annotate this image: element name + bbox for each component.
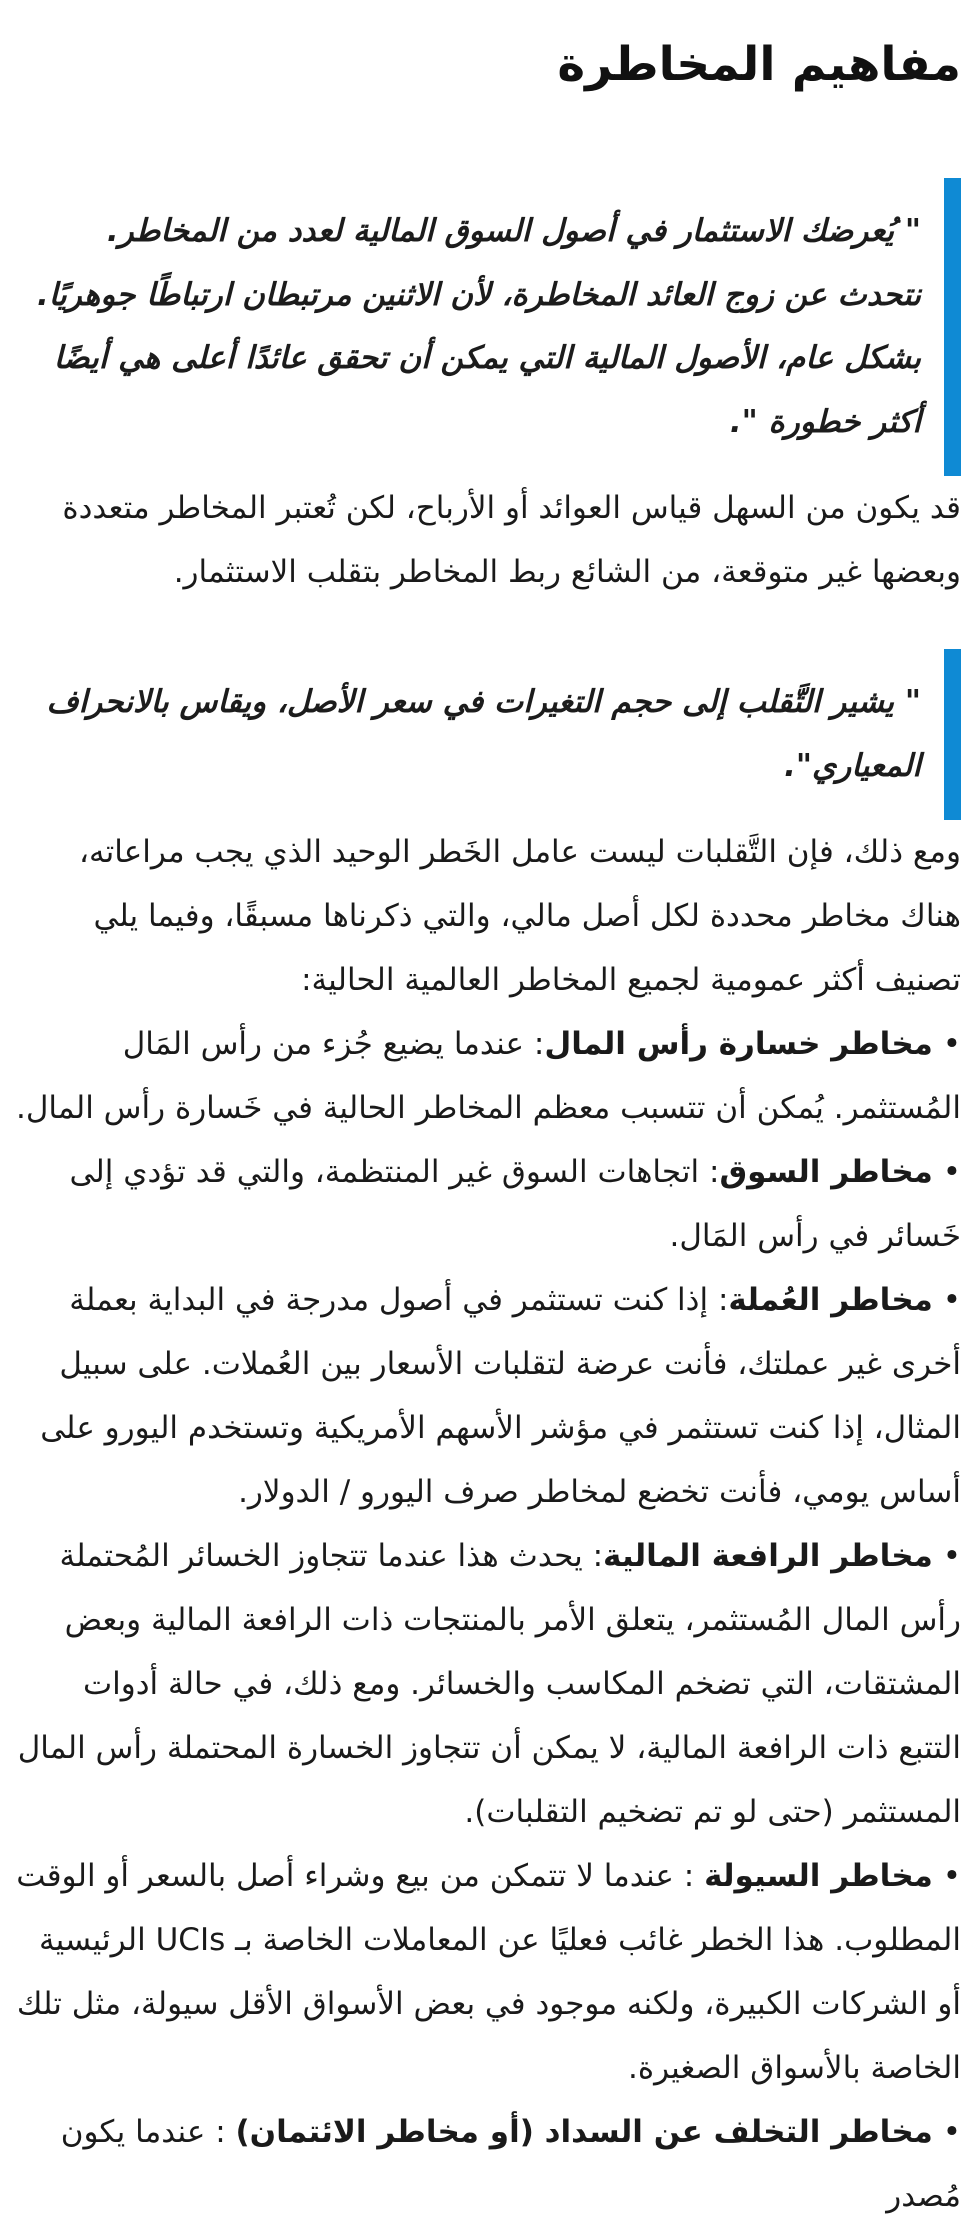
page-title: مفاهيم المخاطرة bbox=[557, 37, 961, 92]
list-item: • مخاطر السيولة : عندما لا تتمكن من بيع وشراء أصل بالسعر أو الوقت المطلوب. هذا الخطر غائب فعليًا عن المعاملات الخاصة بـ UCIs الرئيسية أو الشركات الكبيرة، ولكنه موجود في بعض الأسواق الأقل سيولة، مثل تلك الخاصة بالأسواق الصغيرة. bbox=[16, 1858, 961, 2086]
risk-term: مخاطر العُملة bbox=[728, 1282, 933, 1318]
risk-description: يحدث هذا عندما تتجاوز الخسائر المُحتملة رأس المال المُستثمر، يتعلق الأمر بالمنتجات ذات الرافعة المالية وبعض المشتقات، التي تضخم المكاسب والخسائر. ومع ذلك، في حالة أدوات التتبع ذات الرافعة المالية، لا يمكن أن تتجاوز الخسارة المحتملة رأس المال المستثمر (حتى لو تم تضخيم التقلبات). bbox=[17, 1538, 961, 1830]
quote-block bbox=[14, 178, 961, 476]
paragraph: ومع ذلك، فإن التَّقلبات ليست عامل الخَطر الوحيد الذي يجب مراعاته، هناك مخاطر محددة لكل أصل مالي، والتي ذكرناها مسبقًا، وفيما يلي تصنيف أكثر عمومية لجميع المخاطر العالمية الحالية: bbox=[79, 834, 961, 998]
risk-description: عندما لا تتمكن من بيع وشراء أصل بالسعر أو الوقت المطلوب. هذا الخطر غائب فعليًا عن المعاملات الخاصة بـ UCIs الرئيسية أو الشركات الكبيرة، ولكنه موجود في بعض الأسواق الأقل سيولة، مثل تلك الخاصة بالأسواق الصغيرة. bbox=[16, 1858, 961, 2086]
risk-description: عندما يضيع جُزء من رأس المَال المُستثمر. يُمكن أن تتسبب معظم المخاطر الحالية في خَسارة رأس المال. bbox=[16, 1026, 961, 1126]
risk-description: اتجاهات السوق غير المنتظمة، والتي قد تؤدي إلى خَسائر في رأس المَال. bbox=[69, 1154, 961, 1254]
risk-term: مخاطر خسارة رأس المال bbox=[544, 1026, 933, 1062]
paragraph: قد يكون من السهل قياس العوائد أو الأرباح، لكن تُعتبر المخاطر متعددة وبعضها غير متوقعة، من الشائع ربط المخاطر بتقلب الاستثمار. bbox=[62, 490, 961, 590]
risk-list bbox=[14, 1012, 961, 2228]
quote-text: " يُعرضك الاستثمار في أصول السوق المالية لعدد من المخاطر. نتحدث عن زوج العائد المخاطرة، لأن الاثنين مرتبطان ارتباطًا جوهريًا. بشكل عام، الأصول المالية التي يمكن أن تحقق عائدًا أعلى هي أيضًا أكثر خطورة ". bbox=[36, 213, 921, 440]
list-item: • مخاطر التخلف عن السداد (أو مخاطر الائتمان) : عندما يكون مُصدر bbox=[60, 2114, 961, 2214]
risk-term: مخاطر التخلف عن السداد (أو مخاطر الائتمان) bbox=[235, 2114, 933, 2150]
quote-bar bbox=[944, 649, 961, 820]
quote-bar bbox=[944, 178, 961, 476]
risk-term: مخاطر السيولة bbox=[704, 1858, 933, 1894]
risk-term: مخاطر السوق bbox=[719, 1154, 933, 1190]
risk-term: مخاطر الرافعة المالية bbox=[603, 1538, 933, 1574]
quote-block bbox=[14, 649, 961, 820]
quote-text: " يشير التَّقلب إلى حجم التغيرات في سعر الأصل، ويقاس بالانحراف المعياري". bbox=[46, 684, 921, 784]
list-item: • مخاطر خسارة رأس المال: عندما يضيع جُزء من رأس المَال المُستثمر. يُمكن أن تتسبب معظم المخاطر الحالية في خَسارة رأس المال. bbox=[16, 1026, 961, 1126]
list-item: • مخاطر العُملة: إذا كنت تستثمر في أصول مدرجة في البداية بعملة أخرى غير عملتك، فأنت عرضة لتقلبات الأسعار بين العُملات. على سبيل المثال، إذا كنت تستثمر في مؤشر الأسهم الأمريكية وتستخدم اليورو على أساس يومي، فأنت تخضع لمخاطر صرف اليورو / الدولار. bbox=[40, 1282, 961, 1510]
list-item: • مخاطر الرافعة المالية: يحدث هذا عندما تتجاوز الخسائر المُحتملة رأس المال المُستثمر، يتعلق الأمر بالمنتجات ذات الرافعة المالية وبعض المشتقات، التي تضخم المكاسب والخسائر. ومع ذلك، في حالة أدوات التتبع ذات الرافعة المالية، لا يمكن أن تتجاوز الخسارة المحتملة رأس المال المستثمر (حتى لو تم تضخيم التقلبات). bbox=[17, 1538, 961, 1830]
risk-description: إذا كنت تستثمر في أصول مدرجة في البداية بعملة أخرى غير عملتك، فأنت عرضة لتقلبات الأسعار بين العُملات. على سبيل المثال، إذا كنت تستثمر في مؤشر الأسهم الأمريكية وتستخدم اليورو على أساس يومي، فأنت تخضع لمخاطر صرف اليورو / الدولار. bbox=[40, 1282, 961, 1510]
list-item: • مخاطر السوق: اتجاهات السوق غير المنتظمة، والتي قد تؤدي إلى خَسائر في رأس المَال. bbox=[69, 1154, 961, 1254]
risk-description: عندما يكون مُصدر bbox=[60, 2114, 961, 2214]
